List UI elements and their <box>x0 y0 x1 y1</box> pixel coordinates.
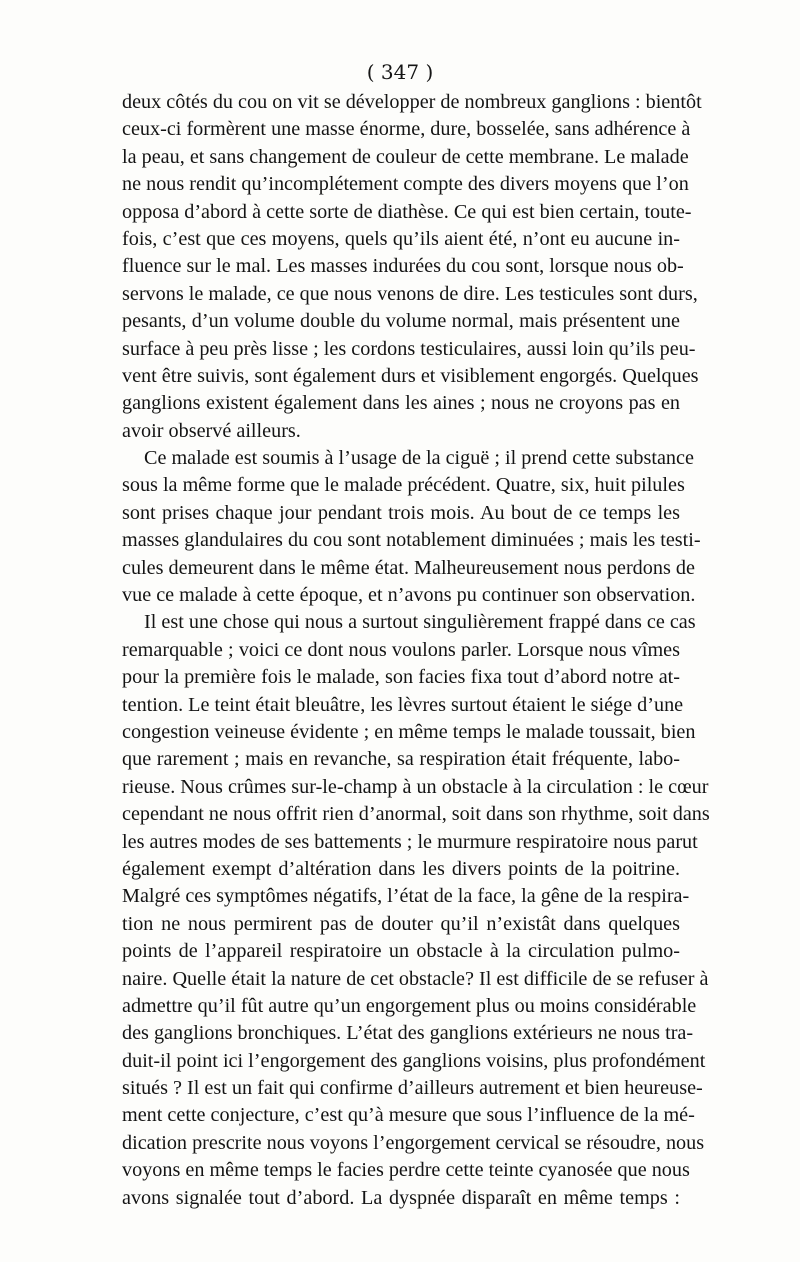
paragraph <box>122 89 702 445</box>
text-line: pour la première fois le malade, son facies fixa tout d’abord notre at- <box>122 666 680 689</box>
text-line: sous la même forme que le malade précédent. Quatre, six, huit pilules <box>122 474 685 497</box>
text-line: surface à peu près lisse ; les cordons testiculaires, aussi loin qu’ils peu- <box>122 337 696 360</box>
text-line: vent être suivis, sont également durs et visiblement engorgés. Quelques <box>122 364 699 387</box>
text-line: points de l’appareil respiratoire un obstacle à la circulation pulmo- <box>122 940 680 963</box>
text-line: ganglions existent également dans les aines ; nous ne croyons pas en <box>122 392 680 415</box>
text-line: ne nous rendit qu’incomplétement compte des divers moyens que l’on <box>122 173 689 196</box>
text-line: masses glandulaires du cou sont notablement diminuées ; mais les testi- <box>122 529 701 552</box>
text-line: Malgré ces symptômes négatifs, l’état de la face, la gêne de la respira- <box>122 885 690 908</box>
text-line: rieuse. Nous crûmes sur-le-champ à un obstacle à la circulation : le cœur <box>122 775 709 798</box>
text-line: fois, c’est que ces moyens, quels qu’ils aient été, n’ont eu aucune in- <box>122 227 680 250</box>
text-line: admettre qu’il fût autre qu’un engorgement plus ou moins considérable <box>122 994 697 1017</box>
text-line: naire. Quelle était la nature de cet obstacle? Il est difficile de se refuser à <box>122 967 709 990</box>
body-text <box>122 89 710 1212</box>
text-line: cependant ne nous offrit rien d’anormal, soit dans son rhythme, soit dans <box>122 803 710 826</box>
text-line: opposa d’abord à cette sorte de diathèse. Ce qui est bien certain, toute- <box>122 200 692 223</box>
text-line: servons le malade, ce que nous venons de dire. Les testicules sont durs, <box>122 282 698 305</box>
text-line: avoir observé ailleurs. <box>122 419 301 442</box>
text-line: deux côtés du cou on vit se développer de nombreux ganglions : bientôt <box>122 91 702 113</box>
text-line: pesants, d’un volume double du volume normal, mais présentent une <box>122 310 680 333</box>
text-line: les autres modes de ses battements ; le murmure respiratoire nous parut <box>122 830 698 853</box>
text-line: Il est une chose qui nous a surtout singulièrement frappé dans ce cas <box>144 611 696 634</box>
text-line: tention. Le teint était bleuâtre, les lèvres surtout étaient le siége d’une <box>122 693 684 716</box>
text-line: cules demeurent dans le même état. Malheureusement nous perdons de <box>122 556 695 579</box>
page-number: ( 347 ) <box>366 60 434 84</box>
text-line: remarquable ; voici ce dont nous voulons parler. Lorsque nous vîmes <box>122 638 680 661</box>
text-line: que rarement ; mais en revanche, sa respiration était fréquente, labo- <box>122 748 680 771</box>
text-line: dication prescrite nous voyons l’engorgement cervical se résoudre, nous <box>122 1131 705 1154</box>
paragraph <box>122 609 710 1212</box>
text-line: ceux-ci formèrent une masse énorme, dure, bosselée, sans adhérence à <box>122 118 691 141</box>
text-line: des ganglions bronchiques. L’état des ganglions extérieurs ne nous tra- <box>122 1022 694 1045</box>
text-line: sont prises chaque jour pendant trois mois. Au bout de ce temps les <box>122 501 680 524</box>
text-line: avons signalée tout d’abord. La dyspnée disparaît en même temps : <box>122 1186 680 1209</box>
text-line: tion ne nous permirent pas de douter qu’il n’existât dans quelques <box>122 912 680 935</box>
paragraph <box>122 445 701 609</box>
text-line: situés ? Il est un fait qui confirme d’ailleurs autrement et bien heureuse- <box>122 1077 703 1100</box>
text-line: voyons en même temps le facies perdre cette teinte cyanosée que nous <box>122 1159 690 1182</box>
text-line: la peau, et sans changement de couleur de cette membrane. Le malade <box>122 145 689 168</box>
text-line: congestion veineuse évidente ; en même temps le malade toussait, bien <box>122 720 696 743</box>
text-line: également exempt d’altération dans les divers points de la poitrine. <box>122 857 680 880</box>
text-line: Ce malade est soumis à l’usage de la ciguë ; il prend cette substance <box>144 447 694 470</box>
text-line: ment cette conjecture, c’est qu’à mesure que sous l’influence de la mé- <box>122 1104 695 1127</box>
text-line: vue ce malade à cette époque, et n’avons pu continuer son observation. <box>122 584 696 607</box>
text-line: duit-il point ici l’engorgement des ganglions voisins, plus profondément <box>122 1049 706 1072</box>
text-line: fluence sur le mal. Les masses indurées du cou sont, lorsque nous ob- <box>122 255 684 278</box>
